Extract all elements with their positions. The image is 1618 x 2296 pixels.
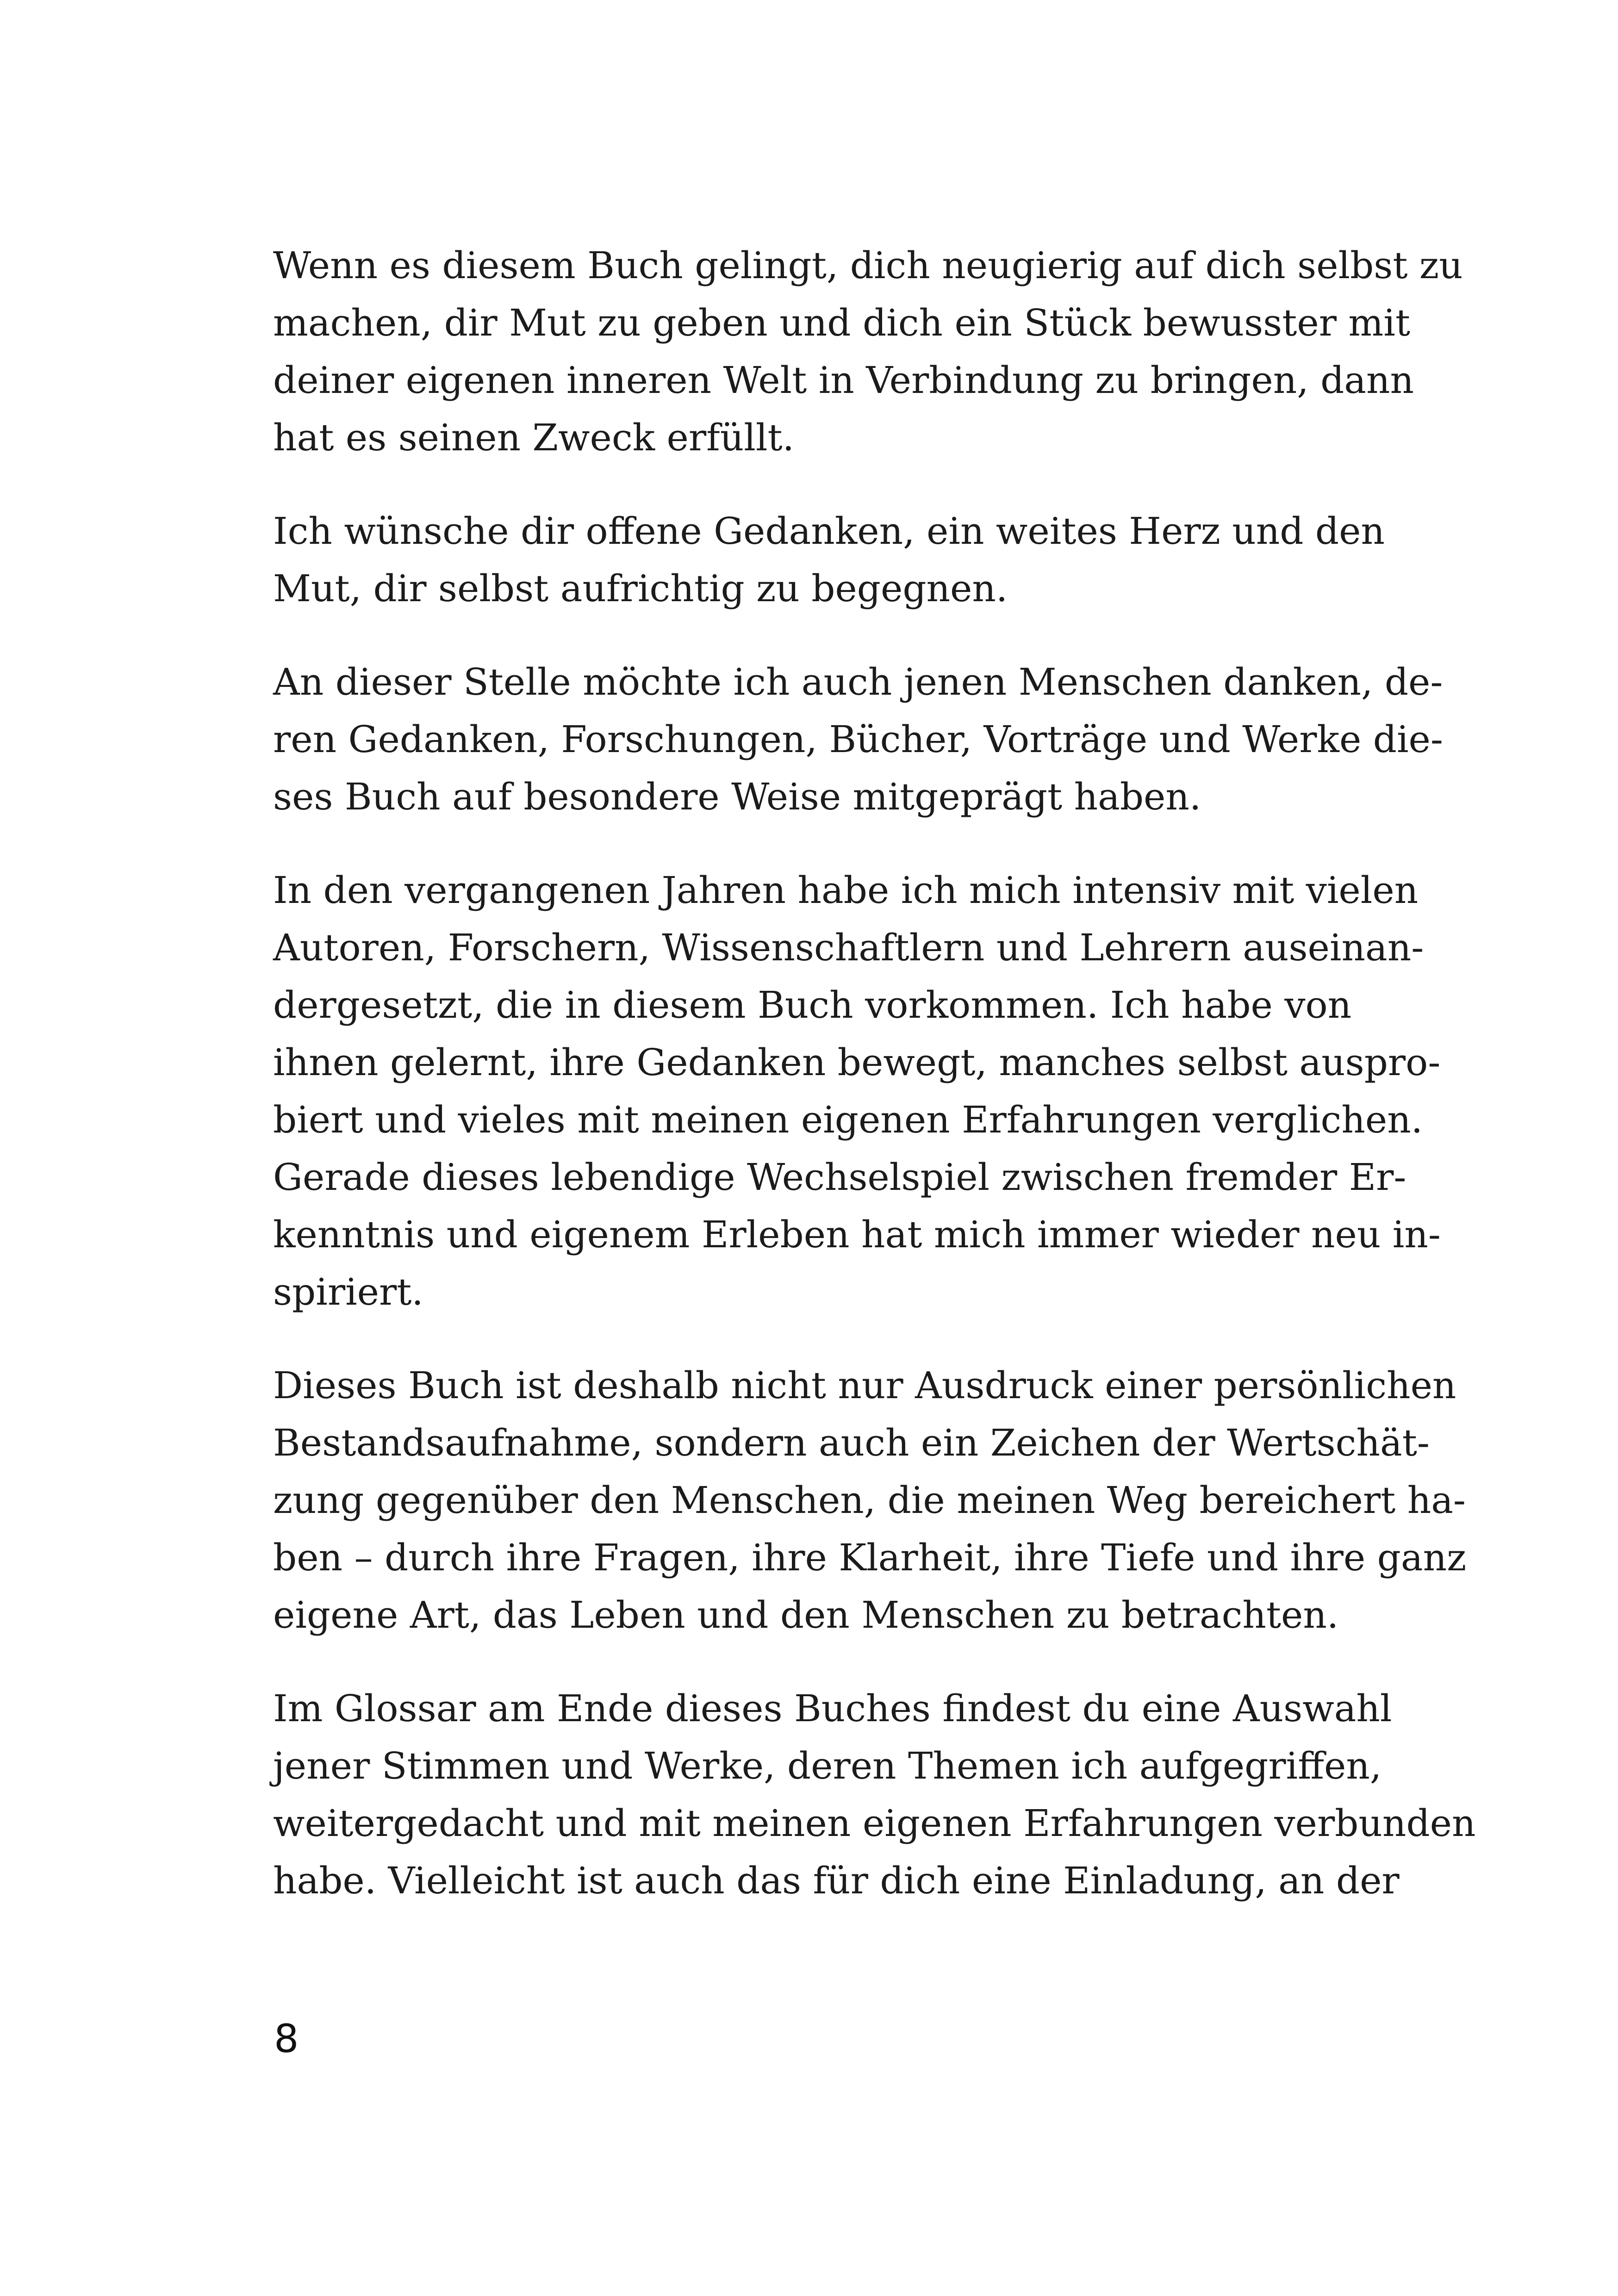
text-line: ihnen gelernt, ihre Gedanken bewegt, manches selbst auspro- — [273, 1041, 1441, 1084]
text-line: eigene Art, das Leben und den Menschen zu betrachten. — [273, 1593, 1339, 1636]
text-line: zung gegenüber den Menschen, die meinen Weg bereichert ha- — [273, 1479, 1466, 1522]
text-line: Autoren, Forschern, Wissenschaftlern und Lehrern auseinan- — [273, 926, 1424, 969]
text-line: Ich wünsche dir offene Gedanken, ein weites Herz und den — [273, 510, 1385, 553]
paragraph-1 — [273, 237, 1463, 467]
text-line: Dieses Buch ist deshalb nicht nur Ausdruck einer persönlichen — [273, 1364, 1456, 1407]
page-number: 8 — [274, 2016, 299, 2061]
paragraph-gap — [273, 617, 1351, 653]
paragraph-3 — [273, 653, 1443, 826]
paragraph-gap — [273, 826, 1351, 862]
paragraph-gap — [273, 1321, 1351, 1357]
text-line: spiriert. — [273, 1270, 423, 1313]
text-line: Wenn es diesem Buch gelingt, dich neugierig auf dich selbst zu — [273, 244, 1463, 287]
text-line: ren Gedanken, Forschungen, Bücher, Vorträge und Werke die- — [273, 718, 1443, 761]
text-line: machen, dir Mut zu geben und dich ein Stück bewusster mit — [273, 301, 1410, 344]
paragraph-2 — [273, 503, 1385, 617]
text-line: Bestandsaufnahme, sondern auch ein Zeichen der Wertschät- — [273, 1421, 1430, 1464]
paragraph-5 — [273, 1357, 1467, 1644]
text-line: weitergedacht und mit meinen eigenen Erfahrungen verbunden — [273, 1802, 1476, 1845]
text-line: ben – durch ihre Fragen, ihre Klarheit, ihre Tiefe und ihre ganz — [273, 1536, 1467, 1579]
text-line: Im Glossar am Ende dieses Buches findest du eine Auswahl — [273, 1687, 1392, 1730]
paragraph-4 — [273, 862, 1441, 1321]
text-line: ses Buch auf besondere Weise mitgeprägt haben. — [273, 775, 1201, 818]
text-line: deiner eigenen inneren Welt in Verbindung zu bringen, dann — [273, 359, 1414, 402]
text-line: dergesetzt, die in diesem Buch vorkommen. Ich habe von — [273, 983, 1352, 1027]
text-line: hat es seinen Zweck erfüllt. — [273, 416, 795, 459]
text-line: Mut, dir selbst aufrichtig zu begegnen. — [273, 567, 1008, 610]
text-line: In den vergangenen Jahren habe ich mich intensiv mit vielen — [273, 869, 1419, 912]
paragraph-gap — [273, 467, 1351, 503]
text-line: Gerade dieses lebendige Wechselspiel zwischen fremder Er- — [273, 1156, 1406, 1199]
text-line: habe. Vielleicht ist auch das für dich eine Einladung, an der — [273, 1859, 1400, 1902]
text-line: biert und vieles mit meinen eigenen Erfahrungen verglichen. — [273, 1098, 1423, 1141]
text-line: kenntnis und eigenem Erleben hat mich immer wieder neu in- — [273, 1213, 1441, 1256]
paragraph-gap — [273, 1644, 1351, 1680]
paragraph-6 — [273, 1680, 1476, 1910]
body-text — [273, 237, 1476, 1910]
text-line: jener Stimmen und Werke, deren Themen ich aufgegriffen, — [273, 1744, 1382, 1787]
text-line: An dieser Stelle möchte ich auch jenen Menschen danken, de- — [273, 660, 1443, 703]
